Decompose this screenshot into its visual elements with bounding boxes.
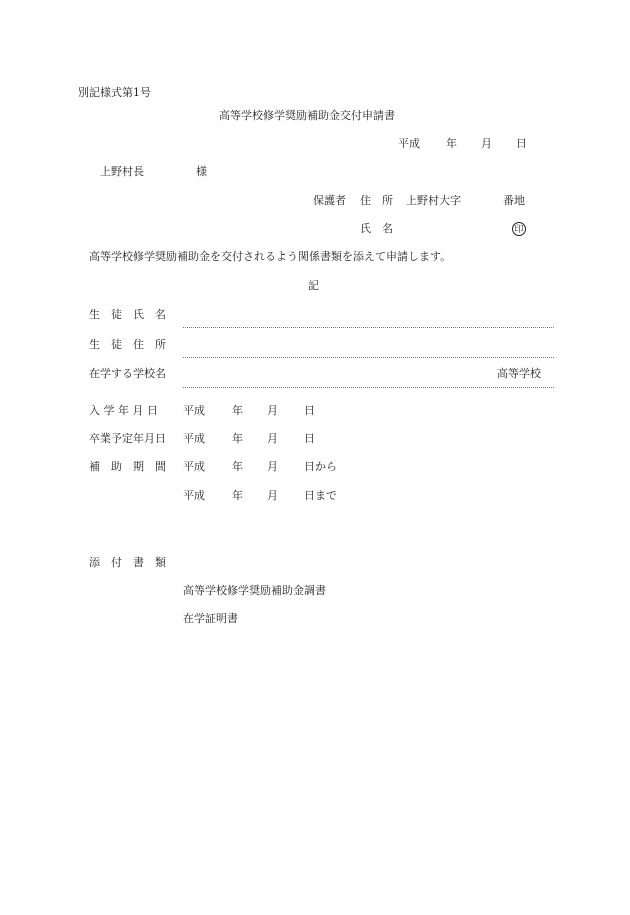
period-start-year: 年	[232, 460, 243, 473]
graduation-label: 卒業予定年月日	[89, 432, 166, 445]
graduation-month: 月	[267, 432, 278, 445]
student-address-label: 生 徒 住 所	[89, 338, 166, 351]
form-number: 別記様式第1号	[78, 86, 151, 99]
addressee-name: 上野村長	[100, 165, 144, 178]
date-year: 年	[446, 137, 457, 150]
admission-era: 平成	[183, 404, 205, 417]
graduation-era: 平成	[183, 432, 205, 445]
attachment-item: 在学証明書	[183, 612, 238, 625]
period-end-era: 平成	[183, 489, 205, 502]
admission-day: 日	[304, 404, 315, 417]
period-end-day: 日まで	[304, 489, 337, 502]
student-name-label: 生 徒 氏 名	[89, 308, 166, 321]
student-address-line	[183, 357, 554, 358]
admission-month: 月	[267, 404, 278, 417]
date-day: 日	[516, 137, 527, 150]
period-label: 補 助 期 間	[89, 460, 166, 473]
address-label: 住 所	[360, 194, 393, 207]
address-value: 上野村大字	[406, 194, 461, 207]
attachments-label: 添 付 書 類	[89, 556, 166, 569]
admission-label: 入 学 年 月 日	[89, 404, 158, 417]
period-start-era: 平成	[183, 460, 205, 473]
seal-mark: 印	[512, 222, 526, 236]
period-end-month: 月	[267, 489, 278, 502]
period-end-year: 年	[232, 489, 243, 502]
attachment-item: 高等学校修学奨励補助金調書	[183, 584, 326, 597]
ki-heading: 記	[308, 279, 319, 292]
school-suffix: 高等学校	[497, 367, 541, 380]
document-title: 高等学校修学奨励補助金交付申請書	[219, 109, 395, 122]
date-month: 月	[481, 137, 492, 150]
graduation-day: 日	[304, 432, 315, 445]
period-start-day: 日から	[304, 460, 337, 473]
school-line	[183, 387, 554, 388]
date-era: 平成	[398, 137, 420, 150]
statement: 高等学校修学奨励補助金を交付されるよう関係書類を添えて申請します。	[89, 250, 452, 263]
address-suffix: 番地	[503, 194, 525, 207]
applicant-role: 保護者	[313, 194, 346, 207]
period-start-month: 月	[267, 460, 278, 473]
school-label: 在学する学校名	[89, 367, 166, 380]
addressee-honorific: 様	[196, 165, 207, 178]
admission-year: 年	[232, 404, 243, 417]
student-name-line	[183, 327, 554, 328]
name-label: 氏 名	[360, 222, 393, 235]
graduation-year: 年	[232, 432, 243, 445]
